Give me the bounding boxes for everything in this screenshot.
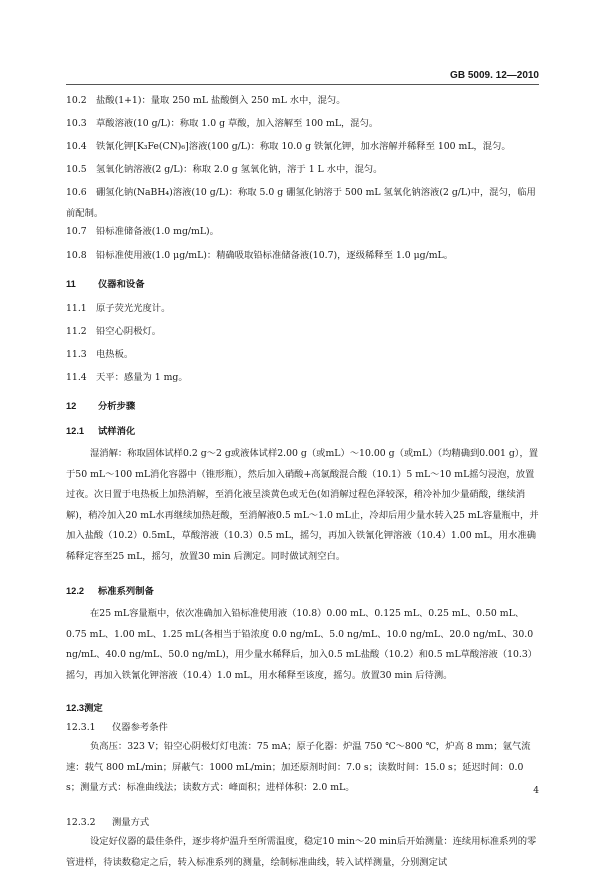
item-10-4: 10.4 铁氰化钾[K₃Fe(CN)₆]溶液(100 g/L)：称取 10.0 g 铁氰化钾，加水溶解并稀释至 100 mL，混匀。: [66, 141, 511, 152]
section-12-3-1-paragraph: 负高压：323 V；铅空心阴极灯灯电流：75 mA；原子化器：炉温 750 ℃～800 ℃，炉高 8 mm；氩气流速：载气 800 mL/min；屏蔽气：1000 mL/min；加还原剂时间：7.0 s；读数时间：15.0 s；延迟时间：0.0 s；测量方式：标准曲线法；读数方式：峰面积；进样体积：2.0 mL。: [66, 741, 531, 793]
item-11-1: 11.1 原子荧光光度计。: [66, 303, 171, 314]
item-11-2: 11.2 铅空心阴极灯。: [66, 326, 162, 337]
item-10-6: 10.6 硼氢化钠(NaBH₄)溶液(10 g/L)：称取 5.0 g 硼氢化钠溶于 500 mL 氢氧化钠溶液(2 g/L)中，混匀，临用前配制。: [66, 187, 536, 219]
standard-code: GB 5009. 12—2010: [450, 70, 539, 81]
header-rule: [66, 84, 539, 85]
item-10-8: 10.8 铅标准使用液(1.0 μg/mL)：精确吸取铅标准储备液(10.7)，逐级稀释至 1.0 μg/mL。: [66, 250, 453, 261]
section-12-1-paragraph: 湿消解：称取固体试样0.2 g～2 g或液体试样2.00 g（或mL）～10.00 g（或mL）（均精确到0.001 g），置于50 mL～100 mL消化容器中（锥形瓶），然后加入硝酸+高氯酸混合酸（10.1）5 mL～10 mL摇匀浸泡，放置过夜。次日置于电热板上加热消解，至消化液呈淡黄色或无色(如消解过程色泽较深，稍冷补加少量硝酸，继续消解)，稍冷加入20 mL水再继续加热赶酸，至消解液0.5 mL～1.0 mL止，冷却后用少量水转入25 mL容量瓶中，并加入盐酸（10.2）0.5mL，草酸溶液（10.3）0.5 mL，摇匀，再加入铁氰化钾溶液（10.4）1.00 mL，用水准确稀释定容至25 mL，摇匀，放置30 min 后测定。同时做试剂空白。: [66, 448, 539, 562]
section-12-1-heading: 12.1 试样消化: [66, 426, 136, 436]
item-11-4: 11.4 天平：感量为 1 mg。: [66, 372, 188, 383]
section-12-3-2-heading: 12.3.2 测量方式: [66, 817, 150, 828]
section-12-heading: 12 分析步骤: [66, 401, 136, 411]
item-10-2: 10.2 盐酸(1+1)：量取 250 mL 盐酸倒入 250 mL 水中，混匀。: [66, 95, 346, 106]
section-12-2-paragraph: 在25 mL容量瓶中，依次准确加入铅标准使用液（10.8）0.00 mL、0.125 mL、0.25 mL、0.50 mL、0.75 mL、1.00 mL、1.25 mL(各相当于铅浓度 0.0 ng/mL、5.0 ng/mL、10.0 ng/mL、20.0 ng/mL、30.0 ng/mL、40.0 ng/mL、50.0 ng/mL)，用少量水稀释后，加入0.5 mL盐酸（10.2）和0.5 mL草酸溶液（10.3）摇匀，再加入铁氰化钾溶液（10.4）1.0 mL，用水稀释至该度，摇匀。放置30 min 后待测。: [66, 608, 538, 681]
section-12-3-2-paragraph: 设定好仪器的最佳条件，逐步将炉温升至所需温度，稳定10 min～20 min后开始测量：连续用标准系列的零管进样，待读数稳定之后，转入标准系列的测量，绘制标准曲线，转入试样测量，分别测定试: [66, 836, 537, 868]
section-11-heading: 11 仪器和设备: [66, 279, 145, 289]
page-number: 4: [533, 786, 539, 796]
item-11-3: 11.3 电热板。: [66, 349, 134, 360]
section-12-2-heading: 12.2 标准系列制备: [66, 586, 154, 596]
item-10-7: 10.7 铅标准储备液(1.0 mg/mL)。: [66, 226, 219, 237]
section-12-3-heading: 12.3测定: [66, 703, 103, 713]
item-10-5: 10.5 氢氧化钠溶液(2 g/L)：称取 2.0 g 氢氧化钠，溶于 1 L 水中，混匀。: [66, 164, 383, 175]
section-12-3-1-heading: 12.3.1 仪器参考条件: [66, 722, 168, 733]
item-10-3: 10.3 草酸溶液(10 g/L)：称取 1.0 g 草酸，加入溶解至 100 mL，混匀。: [66, 118, 379, 129]
